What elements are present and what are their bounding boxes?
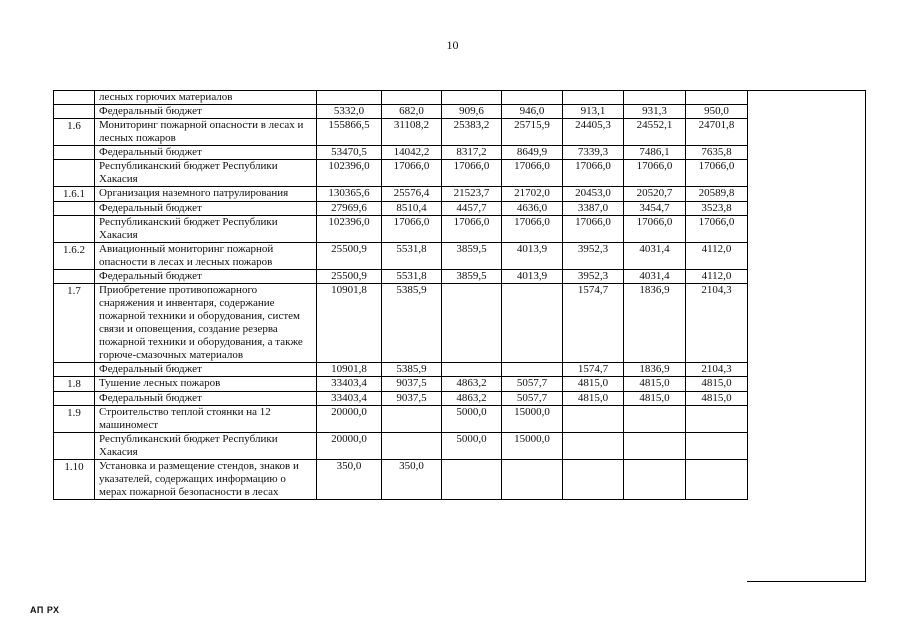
row-name-cell: Федеральный бюджет — [95, 363, 317, 377]
value-cell: 7486,1 — [624, 146, 686, 160]
value-cell: 4863,2 — [442, 377, 502, 392]
table-row — [54, 187, 748, 202]
row-code-cell: 1.9 — [54, 406, 95, 433]
value-cell: 21702,0 — [502, 187, 563, 202]
row-name-cell: лесных горючих материалов — [95, 91, 317, 105]
table-row — [54, 284, 748, 363]
row-code-cell — [54, 270, 95, 284]
value-cell: 17066,0 — [382, 216, 442, 243]
row-code-cell — [54, 105, 95, 119]
row-name-cell: Федеральный бюджет — [95, 146, 317, 160]
value-cell: 4031,4 — [624, 243, 686, 270]
row-code-cell: 1.6.1 — [54, 187, 95, 202]
value-cell — [563, 433, 624, 460]
value-cell: 14042,2 — [382, 146, 442, 160]
row-name-cell: Республиканский бюджет Республики Хакасия — [95, 433, 317, 460]
value-cell: 1574,7 — [563, 363, 624, 377]
table-row — [54, 270, 748, 284]
value-cell: 5332,0 — [317, 105, 382, 119]
value-cell: 15000,0 — [502, 433, 563, 460]
value-cell — [563, 91, 624, 105]
value-cell: 15000,0 — [502, 406, 563, 433]
value-cell: 4815,0 — [563, 377, 624, 392]
value-cell: 4815,0 — [686, 392, 748, 406]
value-cell: 102396,0 — [317, 160, 382, 187]
value-cell: 909,6 — [442, 105, 502, 119]
row-name-cell: Республиканский бюджет Республики Хакасия — [95, 160, 317, 187]
value-cell: 682,0 — [382, 105, 442, 119]
value-cell: 155866,5 — [317, 119, 382, 146]
row-code-cell: 1.8 — [54, 377, 95, 392]
table-row — [54, 460, 748, 500]
row-code-cell — [54, 202, 95, 216]
value-cell: 913,1 — [563, 105, 624, 119]
row-name-cell: Республиканский бюджет Республики Хакасия — [95, 216, 317, 243]
row-name-cell: Установка и размещение стендов, знаков и указателей, содержащих информацию о мерах пожарной безопасности в лесах — [95, 460, 317, 500]
value-cell: 24552,1 — [624, 119, 686, 146]
value-cell — [563, 406, 624, 433]
value-cell: 25715,9 — [502, 119, 563, 146]
value-cell: 1574,7 — [563, 284, 624, 363]
value-cell: 950,0 — [686, 105, 748, 119]
value-cell — [624, 406, 686, 433]
row-code-cell — [54, 216, 95, 243]
table-row — [54, 216, 748, 243]
row-code-cell: 1.6 — [54, 119, 95, 146]
value-cell: 20520,7 — [624, 187, 686, 202]
footer-stamp: АП РХ — [30, 605, 60, 615]
value-cell: 350,0 — [317, 460, 382, 500]
value-cell: 5057,7 — [502, 377, 563, 392]
row-name-cell: Тушение лесных пожаров — [95, 377, 317, 392]
table-right-margin-column — [747, 90, 866, 582]
table-row — [54, 406, 748, 433]
value-cell: 17066,0 — [624, 216, 686, 243]
value-cell: 27969,6 — [317, 202, 382, 216]
value-cell: 4112,0 — [686, 270, 748, 284]
value-cell: 5057,7 — [502, 392, 563, 406]
value-cell: 24405,3 — [563, 119, 624, 146]
value-cell: 1836,9 — [624, 363, 686, 377]
row-code-cell — [54, 363, 95, 377]
row-name-cell: Федеральный бюджет — [95, 202, 317, 216]
value-cell: 2104,3 — [686, 284, 748, 363]
value-cell — [317, 91, 382, 105]
value-cell: 20453,0 — [563, 187, 624, 202]
value-cell — [502, 284, 563, 363]
value-cell: 5000,0 — [442, 433, 502, 460]
value-cell — [624, 433, 686, 460]
table-row — [54, 433, 748, 460]
row-name-cell: Федеральный бюджет — [95, 105, 317, 119]
value-cell: 17066,0 — [563, 160, 624, 187]
table-row — [54, 243, 748, 270]
value-cell — [502, 363, 563, 377]
value-cell: 20589,8 — [686, 187, 748, 202]
row-name-cell: Приобретение противопожарного снаряжения и инвентаря, содержание пожарной техники и оборудования, систем связи и оповещения, создание резерва пожарной техники и оборудования, а также горюче-смазочных материалов — [95, 284, 317, 363]
value-cell: 102396,0 — [317, 216, 382, 243]
value-cell: 130365,6 — [317, 187, 382, 202]
table-row — [54, 119, 748, 146]
value-cell: 7635,8 — [686, 146, 748, 160]
value-cell: 17066,0 — [624, 160, 686, 187]
value-cell: 17066,0 — [686, 160, 748, 187]
value-cell: 5385,9 — [382, 363, 442, 377]
value-cell — [686, 460, 748, 500]
value-cell: 25500,9 — [317, 270, 382, 284]
value-cell: 31108,2 — [382, 119, 442, 146]
value-cell: 2104,3 — [686, 363, 748, 377]
value-cell: 25500,9 — [317, 243, 382, 270]
value-cell: 17066,0 — [502, 160, 563, 187]
value-cell: 4112,0 — [686, 243, 748, 270]
value-cell: 17066,0 — [563, 216, 624, 243]
value-cell: 24701,8 — [686, 119, 748, 146]
row-code-cell — [54, 160, 95, 187]
value-cell: 4815,0 — [624, 377, 686, 392]
row-code-cell — [54, 146, 95, 160]
value-cell: 20000,0 — [317, 406, 382, 433]
value-cell — [382, 91, 442, 105]
value-cell: 350,0 — [382, 460, 442, 500]
value-cell: 17066,0 — [382, 160, 442, 187]
value-cell: 5385,9 — [382, 284, 442, 363]
value-cell — [502, 460, 563, 500]
table-row — [54, 105, 748, 119]
table-row — [54, 377, 748, 392]
row-code-cell — [54, 91, 95, 105]
table-row — [54, 160, 748, 187]
value-cell: 931,3 — [624, 105, 686, 119]
value-cell — [686, 91, 748, 105]
value-cell: 3454,7 — [624, 202, 686, 216]
value-cell — [624, 91, 686, 105]
value-cell: 1836,9 — [624, 284, 686, 363]
value-cell: 3952,3 — [563, 243, 624, 270]
value-cell — [624, 460, 686, 500]
value-cell: 33403,4 — [317, 377, 382, 392]
table-row — [54, 146, 748, 160]
row-name-cell: Федеральный бюджет — [95, 270, 317, 284]
value-cell: 8510,4 — [382, 202, 442, 216]
value-cell: 9037,5 — [382, 392, 442, 406]
value-cell: 33403,4 — [317, 392, 382, 406]
value-cell: 21523,7 — [442, 187, 502, 202]
value-cell: 946,0 — [502, 105, 563, 119]
value-cell — [442, 91, 502, 105]
value-cell — [442, 363, 502, 377]
value-cell: 4815,0 — [624, 392, 686, 406]
value-cell: 3952,3 — [563, 270, 624, 284]
row-code-cell — [54, 392, 95, 406]
value-cell — [382, 406, 442, 433]
value-cell — [563, 460, 624, 500]
value-cell: 8649,9 — [502, 146, 563, 160]
budget-table — [53, 90, 748, 500]
value-cell: 3859,5 — [442, 243, 502, 270]
table-body — [54, 91, 748, 500]
value-cell: 17066,0 — [686, 216, 748, 243]
table-row — [54, 392, 748, 406]
value-cell: 10901,8 — [317, 363, 382, 377]
row-name-cell: Авиационный мониторинг пожарной опасности в лесах и лесных пожаров — [95, 243, 317, 270]
value-cell — [442, 460, 502, 500]
value-cell — [382, 433, 442, 460]
value-cell: 25383,2 — [442, 119, 502, 146]
row-code-cell: 1.10 — [54, 460, 95, 500]
page-number: 10 — [446, 38, 459, 52]
value-cell: 9037,5 — [382, 377, 442, 392]
value-cell: 4636,0 — [502, 202, 563, 216]
value-cell: 5531,8 — [382, 243, 442, 270]
value-cell — [502, 91, 563, 105]
value-cell — [686, 406, 748, 433]
value-cell: 4013,9 — [502, 270, 563, 284]
table-row — [54, 91, 748, 105]
value-cell: 4031,4 — [624, 270, 686, 284]
value-cell: 4815,0 — [563, 392, 624, 406]
value-cell: 4457,7 — [442, 202, 502, 216]
table-row — [54, 363, 748, 377]
row-code-cell: 1.7 — [54, 284, 95, 363]
value-cell: 20000,0 — [317, 433, 382, 460]
value-cell: 5531,8 — [382, 270, 442, 284]
value-cell: 4815,0 — [686, 377, 748, 392]
value-cell: 53470,5 — [317, 146, 382, 160]
value-cell: 8317,2 — [442, 146, 502, 160]
value-cell: 3859,5 — [442, 270, 502, 284]
value-cell: 4013,9 — [502, 243, 563, 270]
value-cell: 7339,3 — [563, 146, 624, 160]
value-cell — [442, 284, 502, 363]
value-cell: 3523,8 — [686, 202, 748, 216]
row-name-cell: Федеральный бюджет — [95, 392, 317, 406]
value-cell: 4863,2 — [442, 392, 502, 406]
row-name-cell: Строительство теплой стоянки на 12 машиномест — [95, 406, 317, 433]
row-name-cell: Мониторинг пожарной опасности в лесах и лесных пожаров — [95, 119, 317, 146]
value-cell: 5000,0 — [442, 406, 502, 433]
value-cell: 17066,0 — [442, 160, 502, 187]
value-cell: 17066,0 — [442, 216, 502, 243]
table-row — [54, 202, 748, 216]
value-cell: 17066,0 — [502, 216, 563, 243]
row-code-cell: 1.6.2 — [54, 243, 95, 270]
value-cell: 25576,4 — [382, 187, 442, 202]
value-cell: 10901,8 — [317, 284, 382, 363]
value-cell — [686, 433, 748, 460]
row-code-cell — [54, 433, 95, 460]
value-cell: 3387,0 — [563, 202, 624, 216]
row-name-cell: Организация наземного патрулирования — [95, 187, 317, 202]
